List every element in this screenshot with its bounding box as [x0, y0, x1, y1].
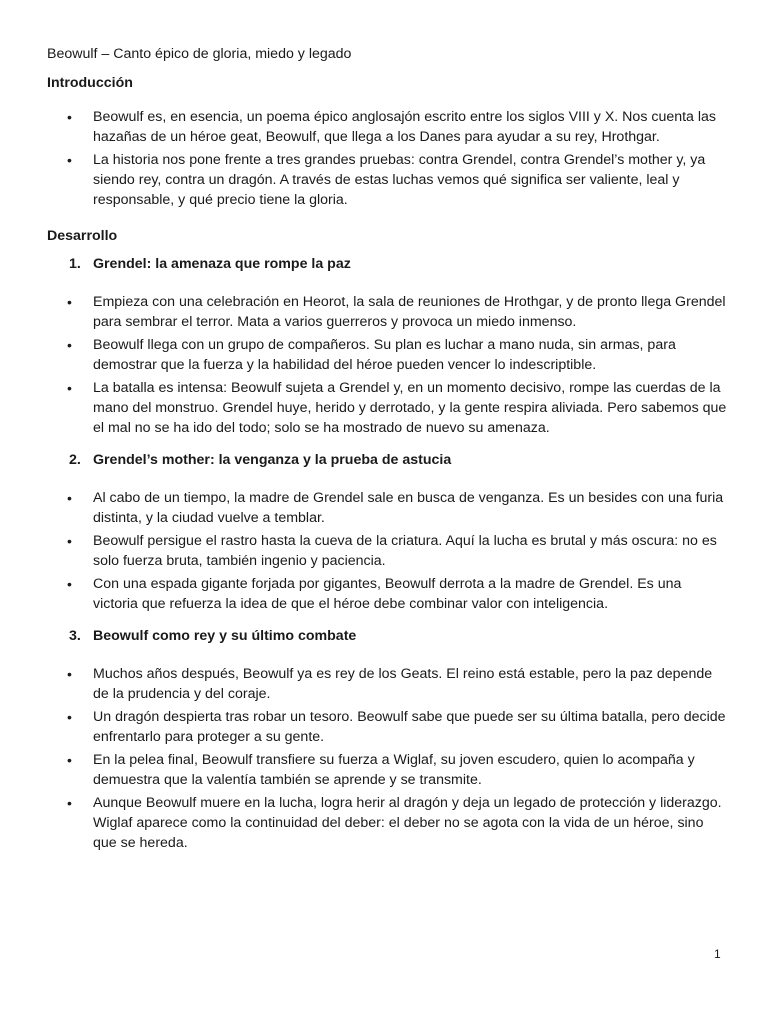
list-item: • Beowulf es, en esencia, un poema épico anglosajón escrito entre los siglos VIII y X. Nos cuenta las hazañas de un héroe geat, Beowulf, que llega a los Danes para ayudar a su rey, Hrothgar. — [47, 107, 727, 147]
section-title: Beowulf como rey y su último combate — [93, 628, 357, 644]
list-item: • Beowulf llega con un grupo de compañeros. Su plan es luchar a mano nuda, sin armas, para demostrar que la fuerza y la habilidad del héroe pueden vencer lo indescriptible. — [47, 335, 727, 375]
list-item: • La historia nos pone frente a tres grandes pruebas: contra Grendel, contra Grendel’s mother y, ya siendo rey, contra un dragón. A través de estas luchas vemos qué significa ser valiente, leal y responsable, y qué precio tiene la gloria. — [47, 150, 727, 210]
section-heading-3 — [47, 626, 727, 646]
page-number: 1 — [714, 947, 721, 961]
list-item: • Con una espada gigante forjada por gigantes, Beowulf derrota a la madre de Grendel. Es una victoria que refuerza la idea de que el héroe debe combinar valor con inteligencia. — [47, 574, 727, 614]
document-title: Beowulf – Canto épico de gloria, miedo y legado — [47, 46, 352, 62]
list-item: • Al cabo de un tiempo, la madre de Grendel sale en busca de venganza. Es un besides con una furia distinta, y la ciudad vuelve a temblar. — [47, 488, 727, 528]
intro-heading: Introducción — [47, 75, 133, 91]
list-item: • Aunque Beowulf muere en la lucha, logra herir al dragón y deja un legado de protección y liderazgo. Wiglaf aparece como la continuidad del deber: el deber no se agota con la vida de un héroe, sino que se hereda. — [47, 793, 727, 853]
section-number: 1. — [69, 256, 81, 272]
list-item: • Beowulf persigue el rastro hasta la cueva de la criatura. Aquí la lucha es brutal y más oscura: no es solo fuerza bruta, también ingenio y paciencia. — [47, 531, 727, 571]
section-3-bullet-list — [47, 664, 727, 853]
section-title: Grendel: la amenaza que rompe la paz — [93, 256, 351, 272]
list-item: • Muchos años después, Beowulf ya es rey de los Geats. El reino está estable, pero la paz depende de la prudencia y del coraje. — [47, 664, 727, 704]
section-heading-2 — [47, 450, 727, 470]
section-1-bullet-list — [47, 292, 727, 438]
section-number: 2. — [69, 452, 81, 468]
list-item: • La batalla es intensa: Beowulf sujeta a Grendel y, en un momento decisivo, rompe las cuerdas de la mano del monstruo. Grendel huye, herido y derrotado, y la gente respira aliviada. Pero sabemos que el mal no se ha ido del todo; solo se ha mostrado de nuevo su amenaza. — [47, 378, 727, 438]
desarrollo-heading: Desarrollo — [47, 228, 118, 244]
list-item: • Un dragón despierta tras robar un tesoro. Beowulf sabe que puede ser su última batalla, pero decide enfrentarlo para proteger a su gente. — [47, 707, 727, 747]
document-page — [47, 44, 727, 856]
section-2-bullet-list — [47, 488, 727, 614]
intro-bullet-list — [47, 107, 727, 210]
list-item: • Empieza con una celebración en Heorot, la sala de reuniones de Hrothgar, y de pronto llega Grendel para sembrar el terror. Mata a varios guerreros y provoca un miedo inmenso. — [47, 292, 727, 332]
section-number: 3. — [69, 628, 81, 644]
section-heading-1 — [47, 254, 727, 274]
list-item: • En la pelea final, Beowulf transfiere su fuerza a Wiglaf, su joven escudero, quien lo acompaña y demuestra que la valentía también se aprende y se transmite. — [47, 750, 727, 790]
section-title: Grendel’s mother: la venganza y la prueba de astucia — [93, 452, 452, 468]
